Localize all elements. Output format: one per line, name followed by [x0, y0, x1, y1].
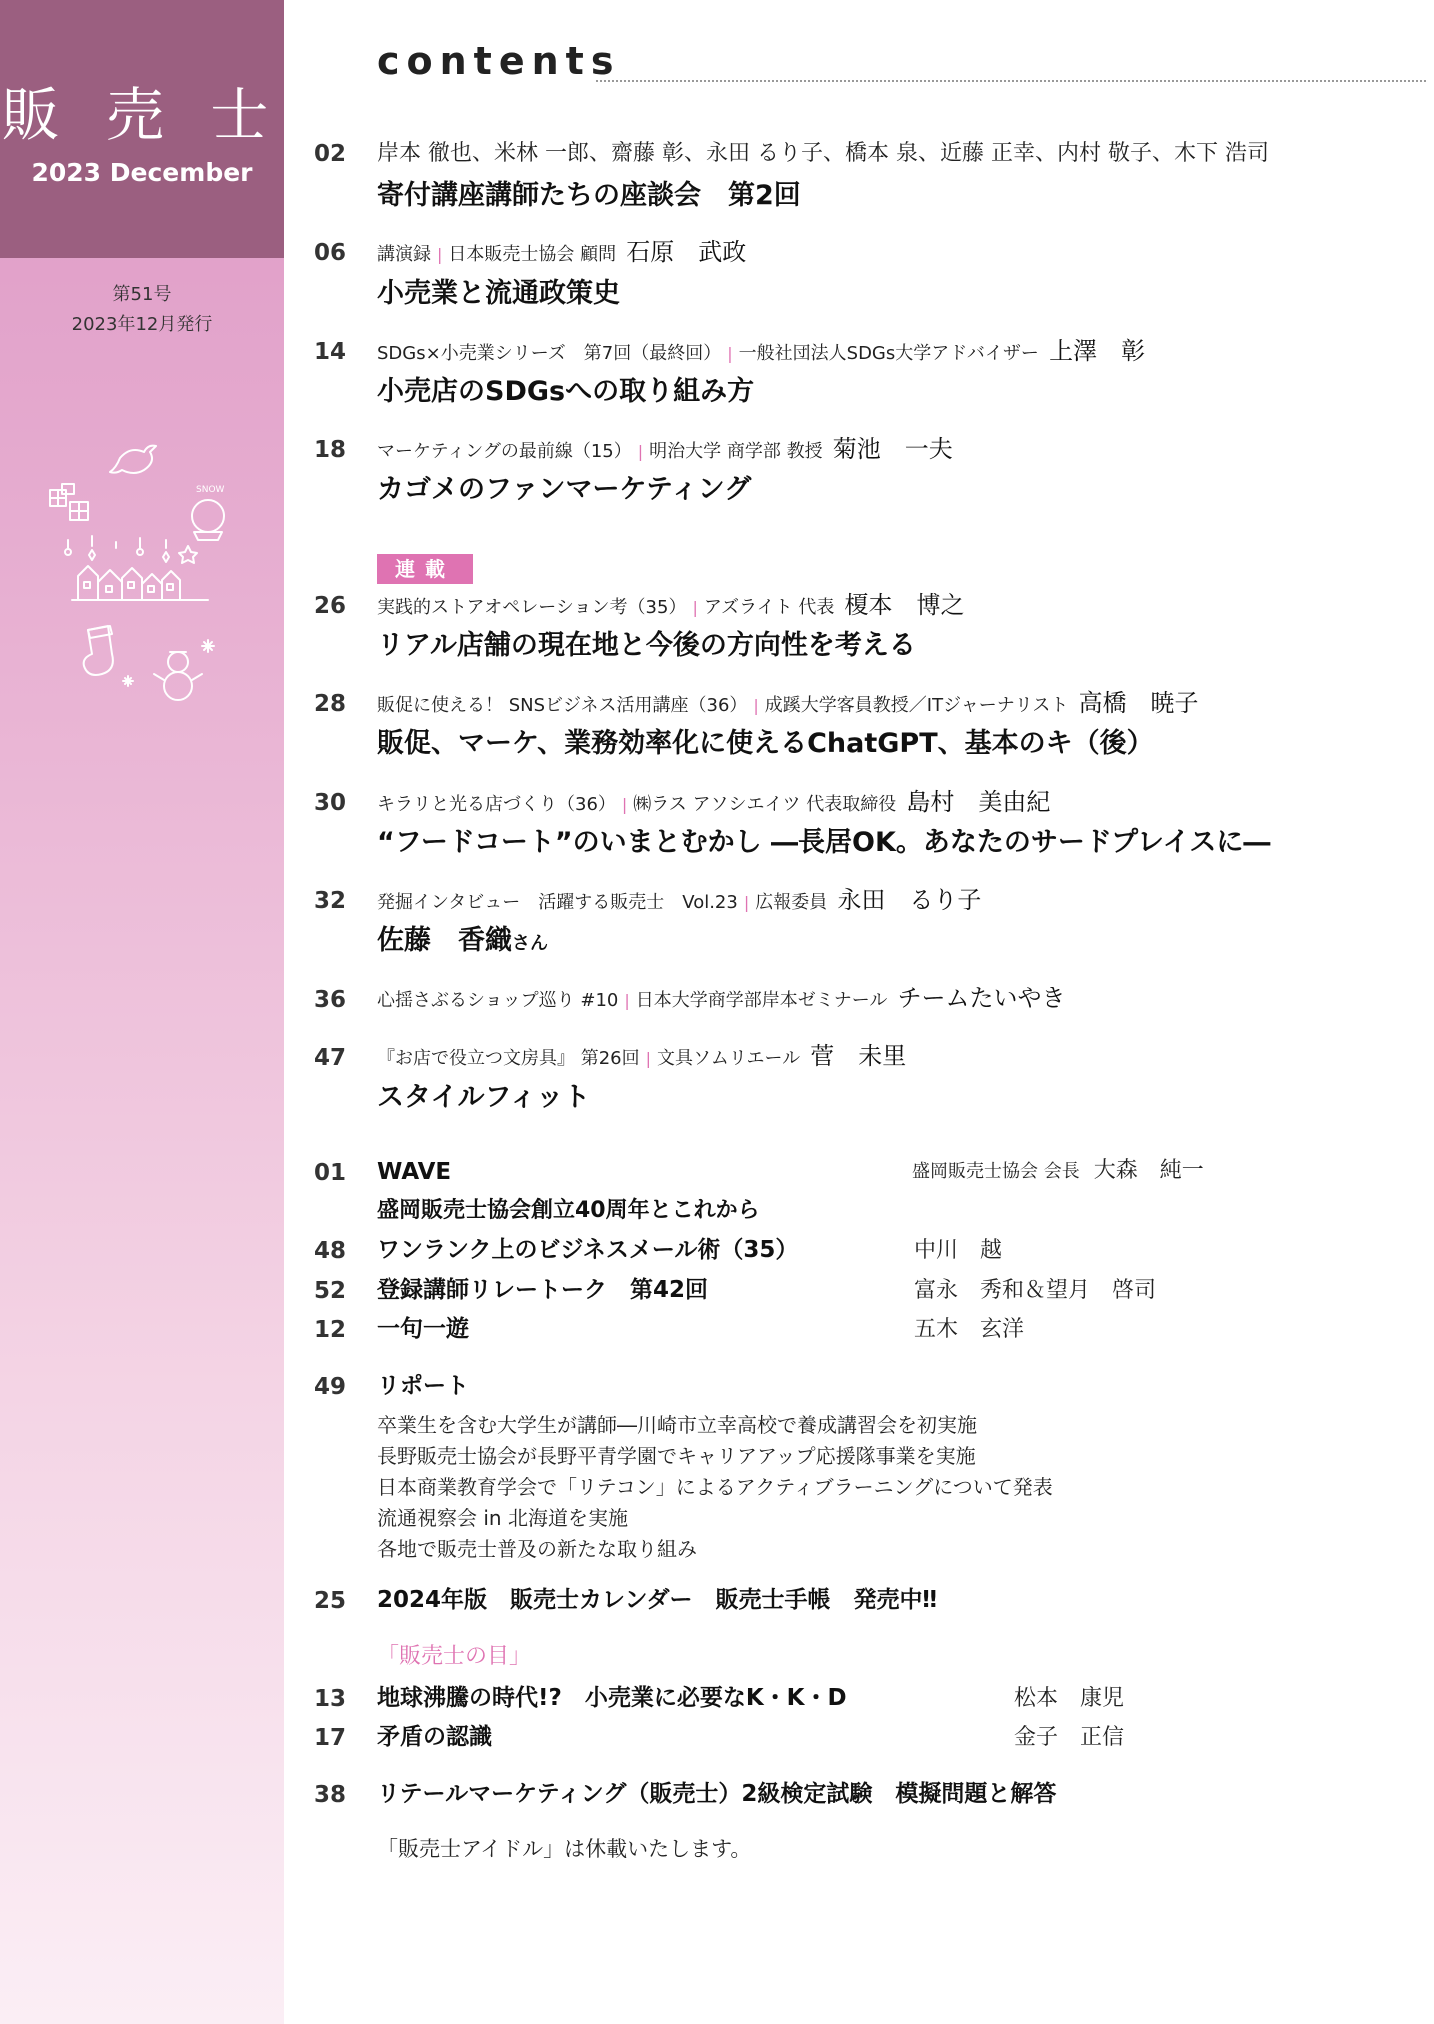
byline: [377, 691, 1199, 715]
article-title[interactable]: 寄付講座講師たちの座談会 第2回: [377, 180, 801, 211]
category-label: 販促に使える！ SNSビジネス活用講座（36）: [377, 695, 748, 716]
serial-label: 連載: [377, 554, 473, 584]
separator: |: [624, 991, 630, 1010]
page-number: 26: [314, 593, 347, 619]
author-name: 菊池 一夫: [832, 435, 953, 463]
category-label: 発掘インタビュー 活躍する販売士 Vol.23: [377, 892, 738, 913]
calendar-title[interactable]: 2024年版 販売士カレンダー 販売士手帳 発売中‼: [377, 1587, 937, 1613]
note: 「販売士アイドル」は休載いたします。: [377, 1837, 752, 1861]
category-label: SDGs×小売業シリーズ 第7回（最終回）: [377, 343, 722, 364]
report-title[interactable]: リポート: [377, 1373, 469, 1399]
category-label: マーケティングの最前線（15）: [377, 441, 632, 462]
byline: [377, 437, 953, 461]
contents-heading: contents: [377, 39, 621, 83]
author-name: 五木 玄洋: [914, 1317, 1025, 1342]
author-name: 菅 未里: [810, 1042, 907, 1070]
page-number: 01: [314, 1160, 347, 1186]
author-name: 中川 越: [914, 1238, 1003, 1263]
page-number: 28: [314, 691, 347, 717]
page-number: 12: [314, 1317, 347, 1343]
page-number: 36: [314, 987, 347, 1013]
misc-author: [912, 1160, 1204, 1182]
author-role: 盛岡販売士協会 会長: [912, 1161, 1080, 1182]
category-label: 実践的ストアオペレーション考（35）: [377, 597, 687, 618]
magazine-date: 2023 December: [31, 158, 253, 187]
report-item[interactable]: 流通視察会 in 北海道を実施: [377, 1506, 628, 1530]
affiliation: 日本大学商学部岸本ゼミナール: [635, 990, 888, 1011]
separator: |: [621, 795, 628, 814]
winter-illustration: [48, 440, 238, 720]
eye-title[interactable]: 矛盾の認識: [377, 1724, 492, 1750]
page-number: 32: [314, 888, 347, 914]
article-title[interactable]: [377, 927, 548, 954]
page-number: 17: [314, 1725, 347, 1751]
separator: |: [727, 344, 733, 363]
author-name: 松本 康児: [1014, 1686, 1125, 1711]
separator: |: [743, 893, 750, 912]
byline: [377, 888, 981, 912]
byline: [377, 1044, 906, 1068]
dove-icon: [110, 446, 156, 473]
page-number: 25: [314, 1588, 347, 1614]
snowflake-icon: [202, 640, 214, 652]
article-title[interactable]: 販促、マーケ、業務効率化に使えるChatGPT、基本のキ（後）: [377, 728, 1154, 759]
page-number: 48: [314, 1238, 347, 1264]
snowflake-icon-2: [123, 676, 133, 686]
authors: 岸本 徹也、米林 一郎、齋藤 彰、永田 るり子、橋本 泉、近藤 正幸、内村 敬子、木下 浩司: [377, 141, 1269, 166]
article-title[interactable]: 小売業と流通政策史: [377, 278, 620, 309]
page-number: 18: [314, 437, 347, 463]
affiliation: 成蹊大学客員教授／ITジャーナリスト: [764, 695, 1069, 716]
author-name: 上澤 彰: [1049, 337, 1146, 365]
byline: [377, 339, 1145, 363]
category-label: 『お店で役立つ文房具』 第26回: [377, 1048, 640, 1069]
separator: |: [637, 442, 644, 461]
article-title[interactable]: “フードコート”のいまとむかし ―長居OK。あなたのサードプレイスに―: [377, 827, 1271, 858]
category-label: 講演録: [377, 244, 431, 265]
eye-label: 「販売士の目」: [377, 1644, 532, 1669]
affiliation: ㈱ラス アソシエイツ 代表取締役: [633, 794, 897, 815]
affiliation: アズライト 代表: [703, 597, 835, 618]
author-name: チームたいやき: [897, 984, 1066, 1012]
affiliation: 明治大学 商学部 教授: [649, 441, 823, 462]
sidebar-header: [0, 0, 284, 258]
byline: [377, 790, 1050, 814]
article-title[interactable]: 小売店のSDGsへの取り組み方: [377, 376, 755, 407]
affiliation: 一般社団法人SDGs大学アドバイザー: [738, 343, 1039, 364]
category-label: キラリと光る店づくり（36）: [377, 794, 616, 815]
author-name: 金子 正信: [1014, 1725, 1125, 1750]
exam-title[interactable]: リテールマーケティング（販売士）2級検定試験 模擬問題と解答: [377, 1781, 1057, 1807]
misc-subtitle[interactable]: 盛岡販売士協会創立40周年とこれから: [377, 1198, 760, 1223]
page-number: 49: [314, 1374, 347, 1400]
separator: |: [437, 245, 443, 264]
category-label: 心揺さぶるショップ巡り #10: [377, 990, 619, 1011]
report-item[interactable]: 長野販売士協会が長野平青学園でキャリアアップ応援隊事業を実施: [377, 1444, 976, 1468]
misc-title[interactable]: 登録講師リレートーク 第42回: [377, 1277, 709, 1303]
page-number: 02: [314, 141, 347, 167]
page-number: 14: [314, 339, 347, 365]
article-title[interactable]: カゴメのファンマーケティング: [377, 474, 752, 505]
magazine-title: 販 売 士: [1, 81, 283, 149]
author-name: 榎本 博之: [844, 591, 965, 619]
star-icon: [179, 546, 197, 563]
affiliation: 文具ソムリエール: [657, 1048, 801, 1069]
dotted-rule: [596, 80, 1426, 82]
author-name: 島村 美由紀: [906, 788, 1051, 816]
report-item[interactable]: 日本商業教育学会で「リテコン」によるアクティブラーニングについて発表: [377, 1475, 1053, 1499]
misc-title[interactable]: WAVE: [377, 1159, 452, 1185]
byline[interactable]: [377, 986, 1066, 1010]
interviewee-name: 佐藤 香織: [377, 925, 512, 956]
page-number: 13: [314, 1686, 347, 1712]
eye-title[interactable]: 地球沸騰の時代!? 小売業に必要なK・K・D: [377, 1685, 847, 1711]
snow-globe-icon: [192, 500, 224, 532]
author-name: 大森 純一: [1093, 1158, 1204, 1183]
snowman-icon: [168, 652, 188, 672]
author-name: 永田 るり子: [837, 886, 982, 914]
separator: |: [753, 696, 759, 715]
author-name: 富永 秀和＆望月 啓司: [914, 1278, 1157, 1303]
separator: |: [645, 1049, 652, 1068]
honorific: さん: [512, 933, 548, 954]
page-number: 47: [314, 1045, 347, 1071]
report-item[interactable]: 卒業生を含む大学生が講師―川崎市立幸高校で養成講習会を初実施: [377, 1413, 977, 1437]
author-name: 高橋 暁子: [1078, 689, 1199, 717]
snow-label: SNOW: [196, 485, 225, 495]
issue-date: 2023年12月発行: [71, 314, 213, 335]
affiliation: 広報委員: [755, 892, 828, 913]
article-title[interactable]: リアル店舗の現在地と今後の方向性を考える: [377, 630, 916, 661]
byline: [377, 240, 746, 264]
page-number: 06: [314, 240, 347, 266]
misc-title[interactable]: 一句一遊: [377, 1316, 469, 1342]
page-number: 38: [314, 1782, 347, 1808]
issue-number: 第51号: [112, 284, 172, 305]
author-name: 石原 武政: [626, 238, 747, 266]
article-title[interactable]: スタイルフィット: [377, 1082, 591, 1113]
sidebar: [0, 0, 284, 2024]
page-number: 30: [314, 790, 347, 816]
byline: [377, 593, 965, 617]
affiliation: 日本販売士協会 顧問: [448, 244, 617, 265]
misc-title[interactable]: ワンランク上のビジネスメール術（35）: [377, 1237, 799, 1263]
separator: |: [692, 598, 698, 617]
page-number: 52: [314, 1278, 347, 1304]
report-item[interactable]: 各地で販売士普及の新たな取り組み: [377, 1537, 697, 1561]
